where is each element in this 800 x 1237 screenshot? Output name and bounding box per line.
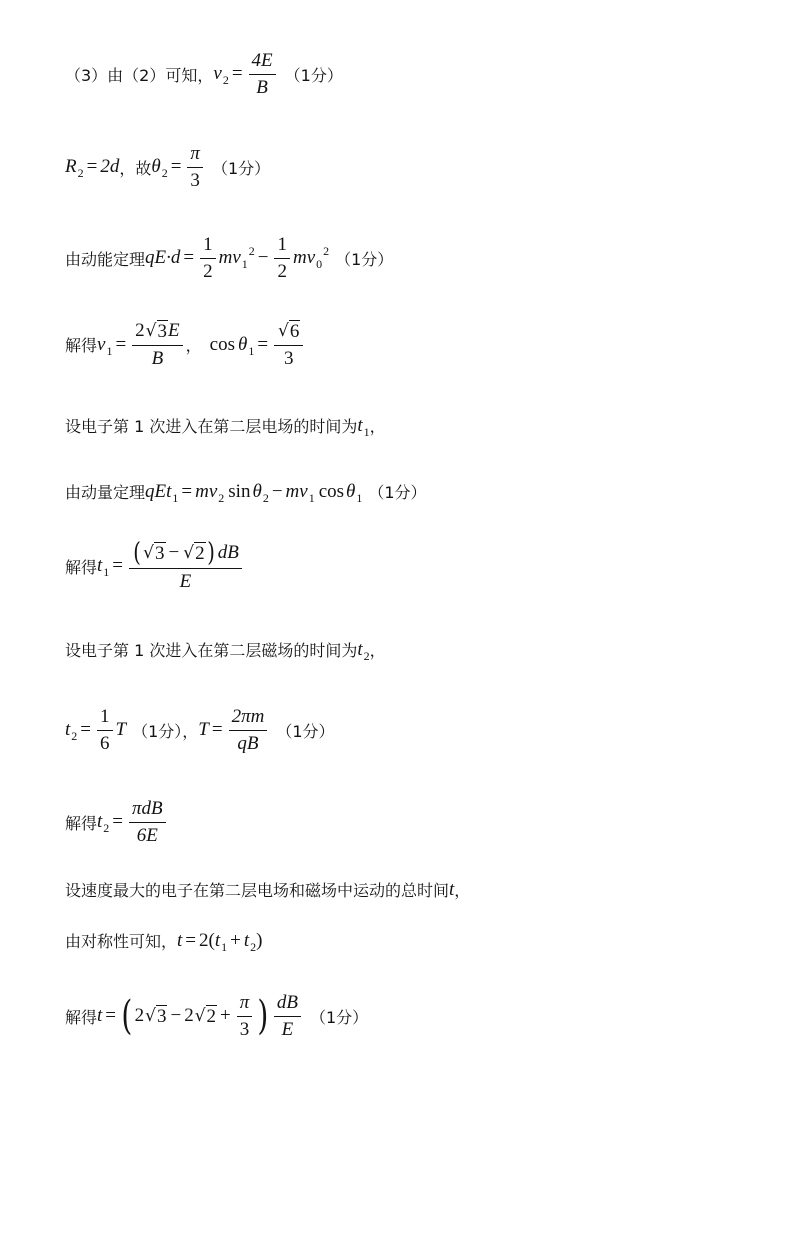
- line-r2-theta2: $R_2$ = 2d ，故 $\theta_2$ = $\frac{\pi}{3}$ （1分）: [65, 143, 271, 191]
- line3-prefix: 由动能定理: [65, 249, 146, 269]
- line-symmetry: 由对称性可知， t = 2 ( $t_1$ + $t_2$ ): [65, 929, 263, 954]
- fraction-sqrt6-over-3: √ 6 3: [274, 320, 303, 370]
- var-t: $t_2$: [97, 811, 110, 836]
- var-theta: $\theta_1$: [237, 333, 255, 358]
- line4-prefix: 解得: [65, 336, 98, 356]
- fraction-half: $\frac{1}{2}$: [274, 234, 290, 283]
- coef-2: 2: [199, 929, 209, 951]
- var-R: $R_2$: [65, 156, 84, 181]
- line7-prefix: 解得: [65, 557, 98, 577]
- term-mv2: $mv_2$: [195, 480, 225, 505]
- cos-fn: cos: [318, 480, 345, 502]
- fraction-dB-over-E: $\frac{dB}{E}$: [274, 992, 301, 1041]
- var-theta: $\theta_1$: [346, 480, 363, 505]
- score-mark: （1分）: [211, 158, 271, 178]
- line-v1-cos: 解得 $v_1$ = 2 √ 3 E B ， cos $\theta_1$ = √ 6 3: [65, 320, 306, 370]
- line-t2-result: 解得 $t_2$ = $\frac{\text{πdB}}{6E}$: [65, 798, 169, 847]
- fraction-2sqrt3E-over-B: 2 √ 3 E B: [132, 320, 182, 370]
- line10-prefix: 解得: [65, 813, 98, 833]
- var-theta: $\theta_2$: [151, 156, 168, 181]
- line13-prefix: 解得: [65, 1007, 98, 1027]
- var-t: $t_1$: [357, 414, 370, 439]
- var-v: $v_2$: [213, 63, 229, 88]
- fraction-pi-over-3: $\frac{\pi}{3}$: [237, 992, 253, 1041]
- var-t: $t_2$: [243, 929, 257, 954]
- line12-prefix: 由对称性可知，: [65, 932, 178, 951]
- var-t: $t_1$: [214, 929, 228, 954]
- var-t: t: [97, 1005, 103, 1027]
- fraction-pidB-over-6E: $\frac{\text{πdB}}{6E}$: [129, 798, 166, 847]
- line-define-total: [65, 878, 470, 901]
- score-mark: （1分），: [132, 721, 199, 741]
- line-final-result: 解得 t = ( 2 √ 3 − 2 √ 2 + $\frac{\pi}{3}$ ) $\frac{dB}{E}$ （1分）: [65, 992, 369, 1040]
- var-T: T: [198, 719, 209, 741]
- fraction-period: $\frac{2\pi m}{qB}$: [229, 706, 268, 755]
- line-t2-period: $t_2$ = $\frac{1}{6}$ T （1分）， T = $\frac{2\pi m}{qB}$ （1分）: [65, 706, 335, 754]
- var-theta: $\theta_2$: [252, 480, 269, 505]
- term-mv0-sq: $mv_0^2$: [292, 244, 330, 272]
- line11-tail: ，: [454, 881, 471, 900]
- line1-prefix: （3）由（2）可知，: [65, 65, 214, 85]
- line5-tail: ，: [369, 417, 386, 436]
- line8-tail: ，: [369, 641, 386, 660]
- fraction-t1: ( √ 3 − √ 2 ) dB E: [129, 540, 242, 593]
- lhs-qEt1: qEt$_1$: [145, 480, 179, 505]
- separator: ，: [185, 336, 202, 356]
- score-mark: （1分）: [368, 483, 427, 502]
- term-mv1-sq: $mv_1^2$: [218, 244, 255, 272]
- line11-text: 设速度最大的电子在第二层电场和磁场中运动的总时间: [65, 881, 450, 900]
- line2-mid: ，故: [119, 158, 152, 178]
- fraction-one-sixth: $\frac{1}{6}$: [97, 706, 113, 755]
- line-kinetic-energy: 由动能定理 qE·d = $\frac{1}{2}$ $mv_1^2$ − $\frac{1}{2}$ $mv_0^2$ （1分）: [65, 234, 394, 282]
- fraction-pi-over-3: $\frac{\pi}{3}$: [187, 143, 203, 192]
- rhs-2d: 2d: [100, 156, 120, 178]
- sin-fn: sin: [228, 480, 251, 502]
- line-momentum: 由动量定理 qEt$_1$ = $mv_2$ sin $\theta_2$ − $mv_1$ cos $\theta_1$ （1分）: [65, 480, 427, 505]
- coef: 2: [134, 1005, 145, 1027]
- var-T: T: [115, 719, 127, 741]
- cos-fn: cos: [209, 333, 235, 355]
- var-t: t: [177, 929, 183, 951]
- score-mark: （1分）: [276, 721, 335, 741]
- fraction-half: $\frac{1}{2}$: [200, 234, 216, 283]
- score-mark: （1分）: [284, 65, 343, 85]
- score-mark: （1分）: [310, 1007, 369, 1027]
- var-t: t: [449, 878, 455, 900]
- var-t: $t_2$: [357, 638, 370, 663]
- line6-prefix: 由动量定理: [65, 483, 146, 502]
- line5-text: 设电子第 1 次进入在第二层电场的时间为: [65, 417, 358, 436]
- var-t: $t_1$: [97, 555, 110, 580]
- line-define-t2: [65, 638, 386, 661]
- var-t: $t_2$: [65, 719, 78, 744]
- fraction-4E-over-B: $\frac{4E}{B}$: [249, 50, 276, 99]
- coef: 2: [184, 1005, 194, 1027]
- line8-text: 设电子第 1 次进入在第二层磁场的时间为: [65, 641, 358, 660]
- line-define-t1: [65, 414, 386, 437]
- score-mark: （1分）: [335, 249, 394, 269]
- line-t1-result: 解得 $t_1$ = ( √ 3 − √ 2 ) dB E: [65, 540, 245, 593]
- var-v: $v_1$: [97, 333, 113, 358]
- term-mv1: $mv_1$: [285, 480, 315, 505]
- lhs-qEd: qE·d: [145, 247, 181, 269]
- line-v2: （3）由（2）可知， $v_2$ = $\frac{4E}{B}$ （1分）: [65, 50, 343, 98]
